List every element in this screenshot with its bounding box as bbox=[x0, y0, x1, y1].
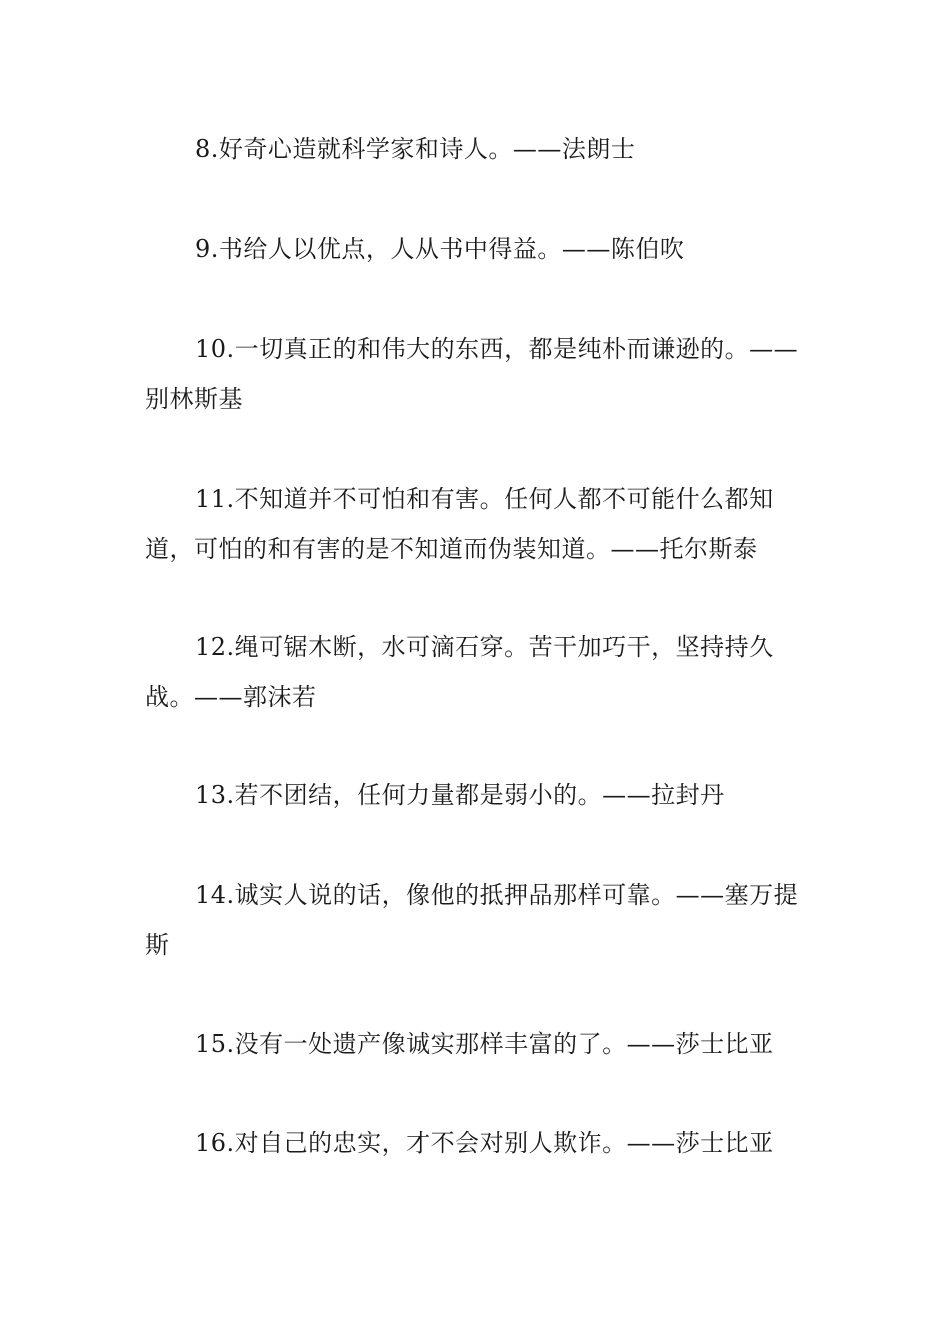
quote-paragraph: 13.若不团结，任何力量都是弱小的。——拉封丹 bbox=[195, 781, 725, 809]
quote-paragraph: 10.一切真正的和伟大的东西，都是纯朴而谦逊的。——别林斯基 bbox=[145, 335, 799, 413]
quote-paragraph: 8.好奇心造就科学家和诗人。——法朗士 bbox=[195, 135, 636, 163]
quote-paragraph: 14.诚实人说的话，像他的抵押品那样可靠。——塞万提斯 bbox=[145, 881, 799, 959]
quote-paragraph: 16.对自己的忠实，才不会对别人欺诈。——莎士比亚 bbox=[195, 1129, 774, 1157]
quote-paragraph: 11.不知道并不可怕和有害。任何人都不可能什么都知道，可怕的和有害的是不知道而伪装知道。——托尔斯泰 bbox=[145, 485, 774, 563]
quote-paragraph: 9.书给人以优点，人从书中得益。——陈伯吹 bbox=[195, 235, 685, 263]
quote-paragraph: 15.没有一处遗产像诚实那样丰富的了。——莎士比亚 bbox=[195, 1030, 774, 1058]
quote-paragraph: 12.绳可锯木断，水可滴石穿。苦干加巧干，坚持持久战。——郭沫若 bbox=[145, 633, 774, 711]
